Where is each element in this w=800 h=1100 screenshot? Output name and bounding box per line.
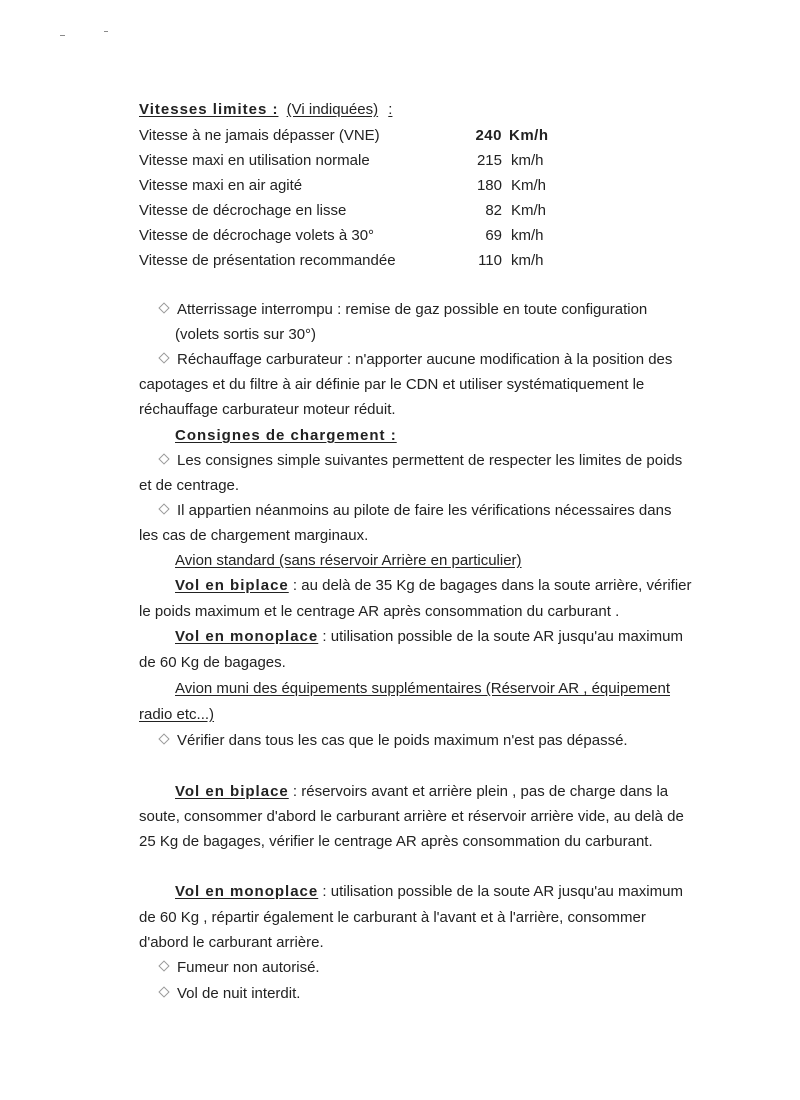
standard-aircraft-heading: Avion standard (sans réservoir Arrière en particulier) bbox=[175, 552, 522, 569]
eq-monoplace-cont: d'abord le carburant arrière. bbox=[139, 934, 324, 951]
eq-monoplace-cont: de 60 Kg , répartir également le carburant à l'avant et à l'arrière, consommer bbox=[139, 909, 646, 926]
std-biplace bbox=[175, 578, 692, 593]
speed-row-label: Vitesse de décrochage volets à 30° bbox=[139, 227, 375, 244]
eq-biplace-cont: soute, consommer d'abord le carburant arrière et réservoir arrière vide, au delà de bbox=[139, 808, 684, 825]
speed-row-value: 240 bbox=[475, 127, 502, 144]
std-monoplace-label: Vol en monoplace bbox=[175, 628, 319, 645]
speed-row-unit: Km/h bbox=[511, 202, 547, 219]
eq-biplace-text: : réservoirs avant et arrière plein , pas de charge dans la bbox=[288, 783, 669, 800]
loading-pilot-text: Il appartien néanmoins au pilote de faire les vérifications nécessaires dans bbox=[177, 502, 672, 519]
speed-row-value: 110 bbox=[478, 252, 502, 269]
std-biplace-text: : au delà de 35 Kg de bagages dans la soute arrière, vérifier bbox=[288, 577, 692, 594]
speed-row-value: 180 bbox=[476, 177, 502, 194]
speed-row-label: Vitesse de présentation recommandée bbox=[139, 252, 396, 269]
std-monoplace bbox=[175, 629, 683, 644]
std-biplace-cont: le poids maximum et le centrage AR après consommation du carburant . bbox=[139, 603, 620, 620]
speed-row-unit: km/h bbox=[511, 252, 544, 269]
std-monoplace-text: : utilisation possible de la soute AR jusqu'au maximum bbox=[318, 628, 683, 645]
bullet-diamond-icon bbox=[158, 302, 169, 313]
loading-pilot-cont: les cas de chargement marginaux. bbox=[139, 527, 369, 544]
speed-limits-colon: : bbox=[388, 101, 393, 118]
speed-row-label: Vitesse de décrochage en lisse bbox=[139, 202, 347, 219]
bullet-diamond-icon bbox=[158, 733, 169, 744]
std-monoplace-cont: de 60 Kg de bagages. bbox=[139, 654, 286, 671]
note-carb-heat-cont: capotages et du filtre à air définie par le CDN et utiliser systématiquement le bbox=[139, 376, 645, 393]
eq-monoplace-text: : utilisation possible de la soute AR jusqu'au maximum bbox=[318, 883, 683, 900]
eq-monoplace-label: Vol en monoplace bbox=[175, 883, 319, 900]
bullet-diamond-icon bbox=[158, 503, 169, 514]
eq-biplace-cont: 25 Kg de bagages, vérifier le centrage AR après consommation du carburant. bbox=[139, 833, 653, 850]
note-carb-heat-cont: réchauffage carburateur moteur réduit. bbox=[139, 401, 396, 418]
scan-speck bbox=[60, 35, 65, 36]
note-go-around-cont: (volets sortis sur 30°) bbox=[175, 326, 317, 343]
speed-row-unit: Km/h bbox=[509, 127, 549, 144]
speed-limits-title: Vitesses limites : bbox=[139, 101, 279, 118]
scan-speck bbox=[104, 31, 108, 32]
loading-pilot bbox=[160, 503, 671, 518]
no-smoking bbox=[160, 960, 320, 975]
no-night-flight bbox=[160, 986, 300, 1001]
note-carb-heat bbox=[160, 352, 672, 367]
speed-row-unit: km/h bbox=[511, 152, 544, 169]
speed-row-label: Vitesse à ne jamais dépasser (VNE) bbox=[139, 127, 380, 144]
speed-row-value: 82 bbox=[485, 202, 502, 219]
eq-biplace-label: Vol en biplace bbox=[175, 783, 289, 800]
note-go-around bbox=[160, 302, 647, 317]
speed-limits-subtitle: (Vi indiquées) bbox=[286, 101, 379, 118]
speed-limits-heading bbox=[139, 102, 392, 117]
speed-row-unit: km/h bbox=[511, 227, 544, 244]
speed-row-label: Vitesse maxi en air agité bbox=[139, 177, 303, 194]
speed-row-unit: Km/h bbox=[511, 177, 547, 194]
bullet-diamond-icon bbox=[158, 986, 169, 997]
std-biplace-label: Vol en biplace bbox=[175, 577, 289, 594]
speed-row-label: Vitesse maxi en utilisation normale bbox=[139, 152, 370, 169]
equipped-aircraft-heading: Avion muni des équipements supplémentaires (Réservoir AR , équipement bbox=[175, 680, 670, 697]
speed-row-value: 215 bbox=[476, 152, 502, 169]
check-weight bbox=[160, 733, 628, 748]
no-smoking-text: Fumeur non autorisé. bbox=[177, 959, 320, 976]
note-go-around-text: Atterrissage interrompu : remise de gaz possible en toute configuration bbox=[177, 301, 648, 318]
speed-row-value: 69 bbox=[485, 227, 502, 244]
eq-biplace bbox=[175, 784, 668, 799]
loading-simple bbox=[160, 453, 682, 468]
eq-monoplace bbox=[175, 884, 683, 899]
bullet-diamond-icon bbox=[158, 960, 169, 971]
note-carb-heat-text: Réchauffage carburateur : n'apporter aucune modification à la position des bbox=[177, 351, 673, 368]
equipped-aircraft-heading-cont: radio etc...) bbox=[139, 706, 215, 723]
bullet-diamond-icon bbox=[158, 352, 169, 363]
check-weight-text: Vérifier dans tous les cas que le poids maximum n'est pas dépassé. bbox=[177, 732, 628, 749]
no-night-flight-text: Vol de nuit interdit. bbox=[177, 985, 301, 1002]
bullet-diamond-icon bbox=[158, 453, 169, 464]
loading-heading: Consignes de chargement : bbox=[175, 427, 397, 444]
loading-simple-cont: et de centrage. bbox=[139, 477, 240, 494]
loading-simple-text: Les consignes simple suivantes permettent de respecter les limites de poids bbox=[177, 452, 683, 469]
